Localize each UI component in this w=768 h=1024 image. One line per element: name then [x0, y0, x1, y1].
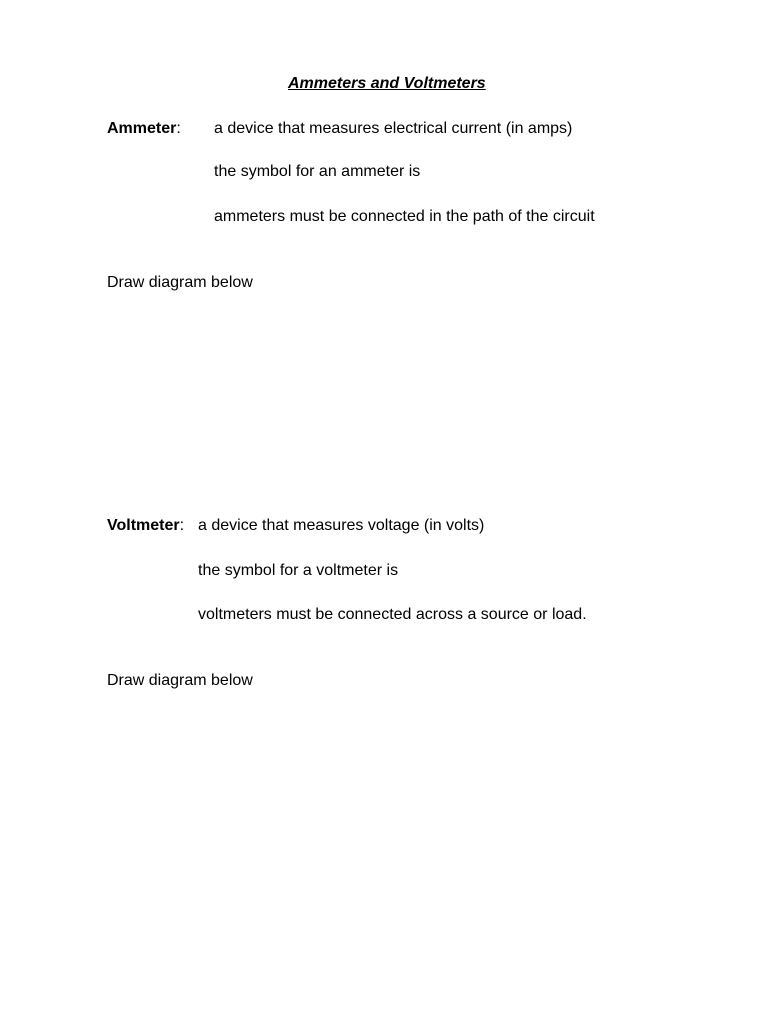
ammeter-diagram-area [107, 300, 661, 500]
ammeter-colon: : [176, 120, 181, 137]
voltmeter-diagram-prompt: Draw diagram below [107, 672, 253, 689]
ammeter-diagram-prompt: Draw diagram below [107, 274, 253, 291]
voltmeter-symbol-line: the symbol for a voltmeter is [198, 562, 399, 579]
voltmeter-term: Voltmeter [107, 517, 180, 534]
ammeter-definition: a device that measures electrical current (in amps) [214, 120, 573, 137]
voltmeter-connection-line: voltmeters must be connected across a source or load. [198, 606, 587, 623]
document-title: Ammeters and Voltmeters [288, 75, 486, 92]
ammeter-term: Ammeter [107, 120, 177, 137]
voltmeter-heading [107, 516, 184, 536]
ammeter-heading [107, 119, 181, 139]
ammeter-connection-line: ammeters must be connected in the path of the circuit [214, 208, 595, 225]
voltmeter-colon: : [179, 517, 185, 534]
ammeter-symbol-line: the symbol for an ammeter is [214, 163, 421, 180]
voltmeter-definition: a device that measures voltage (in volts) [198, 517, 485, 534]
voltmeter-diagram-area [107, 700, 661, 980]
